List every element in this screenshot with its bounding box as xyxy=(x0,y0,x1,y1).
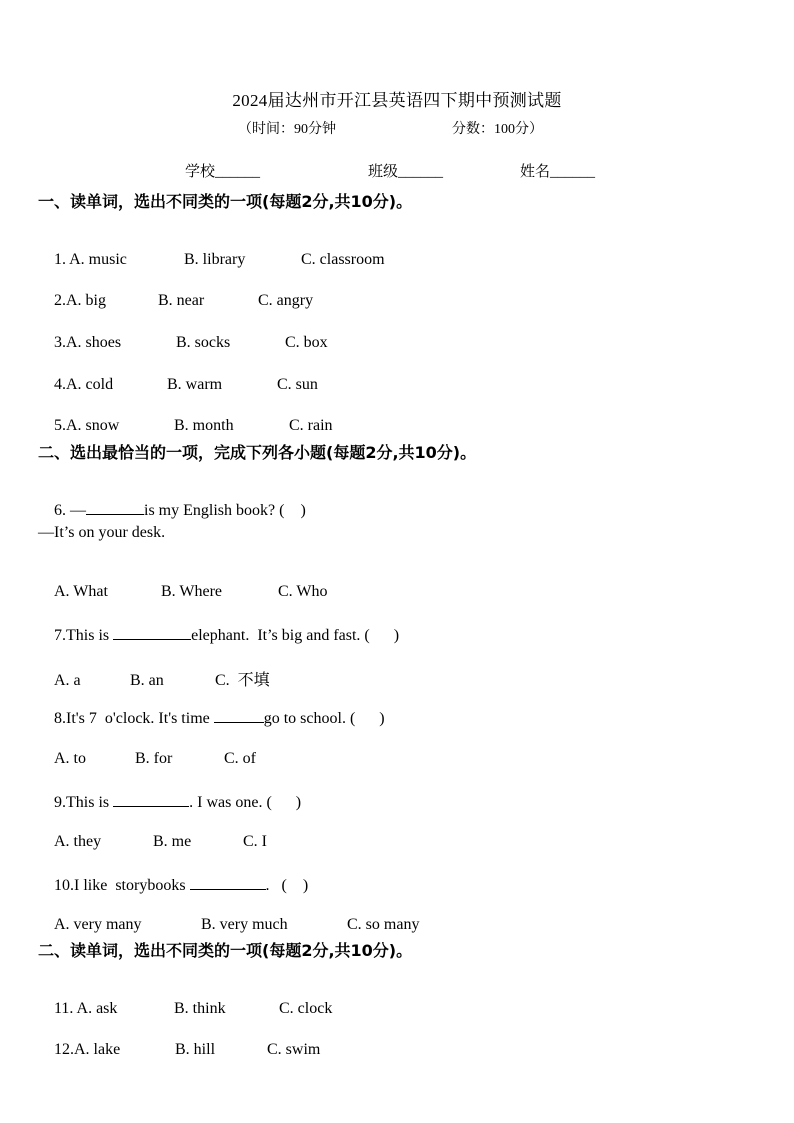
option-c: C. box xyxy=(285,334,328,351)
option-a: A. a xyxy=(54,672,81,689)
question-stem: 10.I like storybooks xyxy=(54,877,190,894)
question-stem: 8.It's 7 o'clock. It's time xyxy=(54,710,214,727)
option-b: B. me xyxy=(153,833,192,850)
option-c: C. 不填 xyxy=(215,672,270,689)
school-field: 学校______ xyxy=(185,164,261,180)
question-stem: go to school. ( ) xyxy=(263,710,385,727)
answer-blank xyxy=(86,500,144,515)
option-c: C. clock xyxy=(279,1000,333,1017)
option-c: C. sun xyxy=(277,376,318,393)
section-heading: 一、读单词，选出不同类的一项(每题2分,共10分)。 xyxy=(38,192,413,211)
option-c: C. so many xyxy=(347,916,420,933)
dialogue-answer: —It’s on your desk. xyxy=(38,524,166,541)
option-a: 4.A. cold xyxy=(54,376,114,393)
option-c: C. classroom xyxy=(301,251,385,268)
option-a: A. very many xyxy=(54,916,142,933)
option-a: 1. A. music xyxy=(54,251,127,268)
question-stem: is my English book? ( ) xyxy=(144,502,306,519)
option-b: B. for xyxy=(135,750,173,767)
option-a: 5.A. snow xyxy=(54,417,120,434)
answer-blank xyxy=(113,625,191,640)
question-stem: 7.This is xyxy=(54,627,114,644)
option-b: B. think xyxy=(174,1000,226,1017)
option-b: B. near xyxy=(158,292,205,309)
question-stem: elephant. It’s big and fast. ( ) xyxy=(191,627,400,644)
question-stem: . ( ) xyxy=(265,877,309,894)
option-b: B. socks xyxy=(176,334,231,351)
option-a: 12.A. lake xyxy=(54,1041,121,1058)
option-a: 11. A. ask xyxy=(54,1000,118,1017)
question-12 xyxy=(38,1023,320,1077)
option-c: C. I xyxy=(243,833,267,850)
option-a: 3.A. shoes xyxy=(54,334,122,351)
option-a: A. to xyxy=(54,750,86,767)
answer-blank xyxy=(214,708,264,723)
option-c: C. of xyxy=(224,750,256,767)
question-stem: . I was one. ( ) xyxy=(189,794,302,811)
option-b: B. warm xyxy=(167,376,223,393)
option-c: C. Who xyxy=(278,583,328,600)
answer-blank xyxy=(190,875,266,890)
option-b: B. month xyxy=(174,417,234,434)
section-heading: 二、读单词，选出不同类的一项(每题2分,共10分)。 xyxy=(38,941,413,960)
option-c: C. swim xyxy=(267,1041,321,1058)
option-a: 2.A. big xyxy=(54,292,106,309)
option-a: A. they xyxy=(54,833,102,850)
answer-blank xyxy=(113,792,189,807)
class-field: 班级______ xyxy=(368,164,444,180)
option-c: C. angry xyxy=(258,292,314,309)
option-a: A. What xyxy=(54,583,108,600)
section-heading: 二、选出最恰当的一项，完成下列各小题(每题2分,共10分)。 xyxy=(38,443,477,462)
exam-score: 分数：100分） xyxy=(452,122,543,137)
question-stem: 9.This is xyxy=(54,794,114,811)
option-c: C. rain xyxy=(289,417,333,434)
option-b: B. an xyxy=(130,672,164,689)
exam-time: （时间：90分钟 xyxy=(238,122,336,137)
option-b: B. very much xyxy=(201,916,288,933)
page-title: 2024届达州市开江县英语四下期中预测试题 xyxy=(232,91,562,110)
option-b: B. Where xyxy=(161,583,223,600)
name-field: 姓名______ xyxy=(520,164,596,180)
option-b: B. hill xyxy=(175,1041,216,1058)
option-b: B. library xyxy=(184,251,246,268)
question-stem: 6. — xyxy=(54,502,86,519)
